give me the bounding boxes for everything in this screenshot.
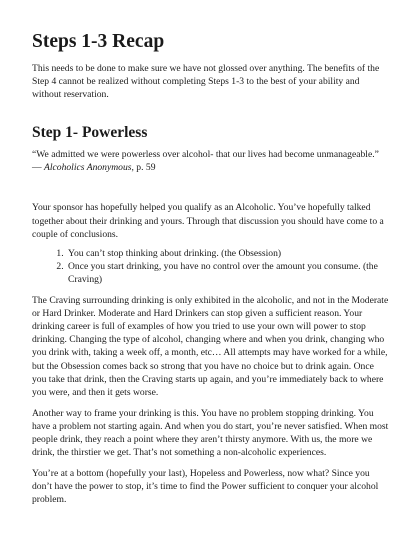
step1-heading: Step 1- Powerless [32, 124, 148, 142]
conclusions-list [32, 247, 389, 286]
citation-book-title: Alcoholics Anonymous [44, 162, 132, 174]
frame-paragraph: Another way to frame your drinking is this. You have no problem stopping drinking. You have a problem not starting again. And when you do start, you’re never satisfied. When most people drink, they reach a point where they aren’t thirsty anymore. With us, the more we drink, the thirstier we get. That’s not something a non-alcoholic experiences. [32, 407, 389, 459]
list-item: 1. You can’t stop thinking about drinking. (the Obsession) [66, 247, 389, 260]
step1-quote: “We admitted we were powerless over alcohol- that our lives had become unmanageable.” [32, 149, 379, 161]
citation-page: , p. 59 [131, 162, 156, 174]
bottom-paragraph: You’re at a bottom (hopefully your last), Hopeless and Powerless, now what? Since you don’t have the power to stop, it’s time to find the Power sufficient to conquer your alcohol problem. [32, 468, 379, 506]
list-item: 2. Once you start drinking, you have no control over the amount you consume. (the Craving) [66, 260, 389, 286]
craving-paragraph: The Craving surrounding drinking is only exhibited in the alcoholic, and not in the Moderate or Hard Drinker. Moderate and Hard Drinkers can stop given a sufficient reason. Your drinking career is full of examples of how you tried to use your own will power to stop drinking. Changing the type of alcohol, changing where and when you drink, changing who you drink with, taking a week off, a month, etc… All attempts may have worked for a while, but the Obsession comes back so strong that you have no choice but to drink again. Once you take that drink, then the Craving starts up again, and you’re immediately back to where you were, and then it gets worse. [32, 295, 389, 398]
intro-paragraph: This needs to be done to make sure we have not glossed over anything. The benefits of the Step 4 cannot be realized without completing Steps 1-3 to the best of your ability and without reservation. [32, 63, 380, 101]
step1-citation [32, 161, 389, 174]
citation-dash: — [32, 162, 44, 174]
page-title: Steps 1-3 Recap [32, 31, 165, 52]
sponsor-paragraph: Your sponsor has hopefully helped you qualify as an Alcoholic. You’ve hopefully talked together about their drinking and yours. Through that discussion you should have come to a couple of conclusions. [32, 202, 384, 240]
